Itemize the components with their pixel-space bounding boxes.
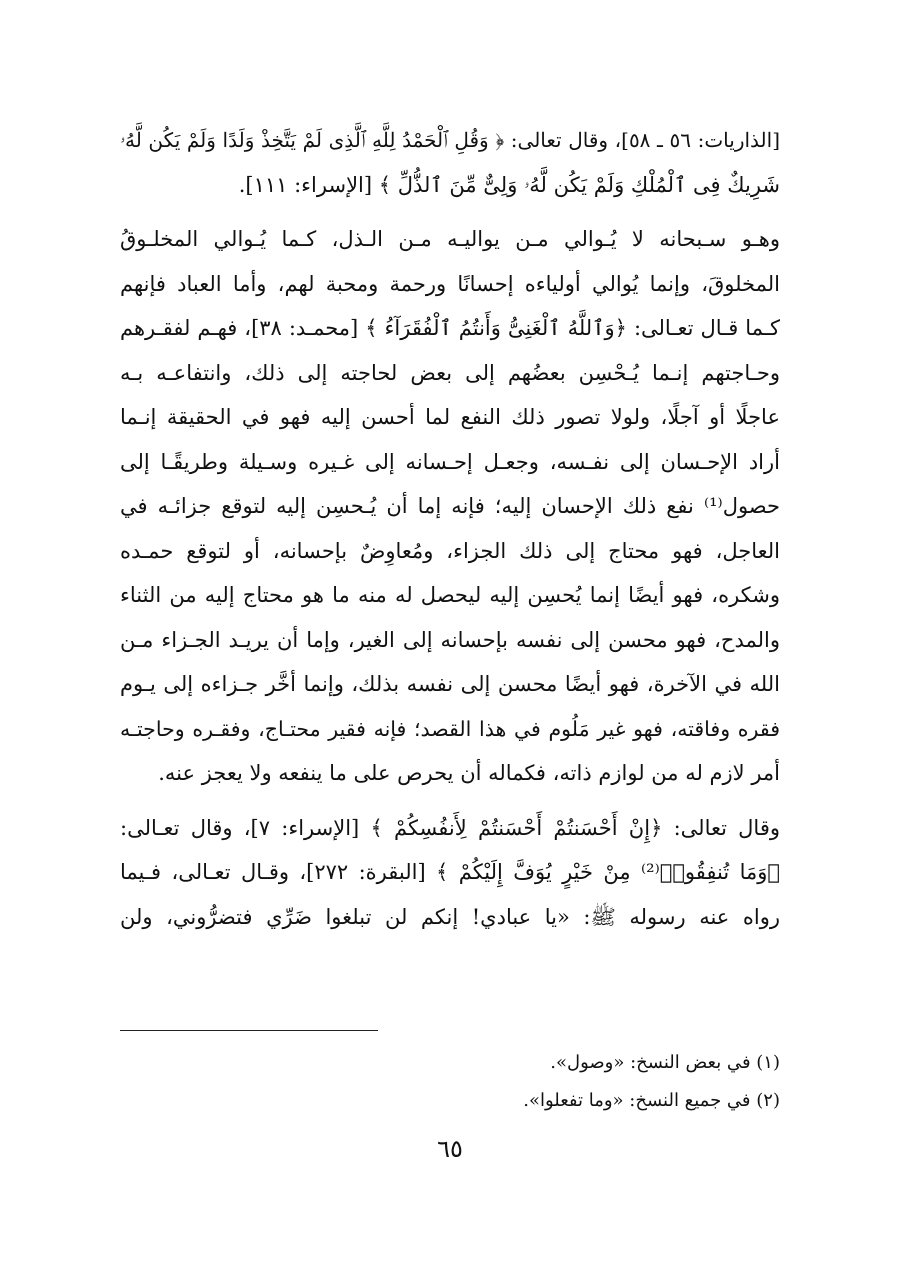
page-number: ٦٥ — [437, 1135, 463, 1163]
text-line: أراد الإحـسان إلى نفـسه، وجعـل إحـسانه إلى غـيره وسـيلة وطريقًـا إلى — [120, 449, 780, 474]
text-line: ﴿وَمَا تُنفِقُوا۟⁽²⁾ مِنْ خَيْرٍ يُوَفَّ إِلَيْكُمْ ﴾ [البقرة: ٢٧٢]، وقـال تعـالى، فـيما — [120, 860, 780, 884]
text-line: الله في الآخرة، فهو أيضًا محسن إلى نفسه بذلك، وإنما أخَّر جـزاءه إلى يـوم — [120, 672, 780, 696]
paragraph-3 — [120, 806, 780, 940]
text-line: رواه عنه رسوله ﷺ: «يا عبادي! إنكم لن تبلغوا ضَرِّي فتضرُّوني، ولن — [120, 904, 780, 929]
text-line: وحـاجتهم إنـما يُـحْسِن بعضُهم إلى بعض لحاجته إلى ذلك، وانتفاعـه بـه — [120, 360, 780, 385]
footnote-divider — [120, 1030, 378, 1031]
text-line: والمدح، فهو محسن إلى نفسه بإحسانه إلى الغير، وإما أن يريـد الجـزاء مـن — [120, 627, 780, 652]
footnote-2: (٢) في جميع النسخ: «وما تفعلوا». — [523, 1090, 780, 1111]
text-line: كـما قـال تعـالى: ﴿وَٱللَّهُ ٱلْغَنِىُّ وَأَنتُمُ ٱلْفُقَرَآءُ ﴾ [محمـد: ٣٨]، فهـم لفقـرهم — [120, 316, 780, 340]
page-body — [120, 118, 780, 939]
paragraph-2 — [120, 217, 780, 796]
text-line: حصول⁽¹⁾ نفع ذلك الإحسان إليه؛ فإنه إما أن يُـحسِن إليه لتوقع جزائـه في — [120, 494, 780, 518]
footnotes — [120, 1044, 780, 1120]
text-line: عاجلًا أو آجلًا، ولولا تصور ذلك النفع لما أحسن إليه فهو في الحقيقة إنـما — [120, 405, 780, 429]
text-line: وقال تعالى: ﴿إِنْ أَحْسَنتُمْ أَحْسَنتُمْ لِأَنفُسِكُمْ ﴾ [الإسراء: ٧]، وقال تعـالى: — [120, 815, 780, 840]
text-line: المخلوقَ، وإنما يُوالي أولياءه إحسانًا ورحمة ومحبة لهم، وأما العباد فإنهم — [120, 271, 780, 296]
text-line: شَرِيكٌ فِى ٱلْمُلْكِ وَلَمْ يَكُن لَّهُۥ وَلِىٌّ مِّنَ ٱلذُّلِّ ﴾ [الإسراء: ١١١]. — [238, 172, 780, 197]
text-line: [الذاريات: ٥٦ ـ ٥٨]، وقال تعالى: ﴿ وَقُلِ ٱلْحَمْدُ لِلَّهِ ٱلَّذِى لَمْ يَتَّخِذْ وَلَدًا وَلَمْ يَكُن لَّهُۥ — [120, 128, 781, 152]
paragraph-1 — [120, 118, 780, 207]
text-line: فقره وفاقته، فهو غير مَلُوم في هذا القصد؛ فإنه فقير محتـاج، وفقـره وحاجتـه — [120, 716, 780, 741]
footnote-1: (١) في بعض النسخ: «وصول». — [550, 1052, 780, 1073]
text-line: وشكره، فهو أيضًا إنما يُحسِن إليه ليحصل له منه ما هو محتاج إليه من الثناء — [120, 583, 780, 607]
text-line: أمر لازم له من لوازم ذاته، فكماله أن يحرص على ما ينفعه ولا يعجز عنه. — [158, 761, 780, 785]
text-line: العاجل، فهو محتاج إلى ذلك الجزاء، ومُعاوِضٌ بإحسانه، أو لتوقع حمـده — [120, 538, 780, 563]
text-line: وهـو سـبحانه لا يُـوالي مـن يواليـه مـن الـذل، كـما يُـوالي المخلـوقُ — [120, 227, 780, 251]
